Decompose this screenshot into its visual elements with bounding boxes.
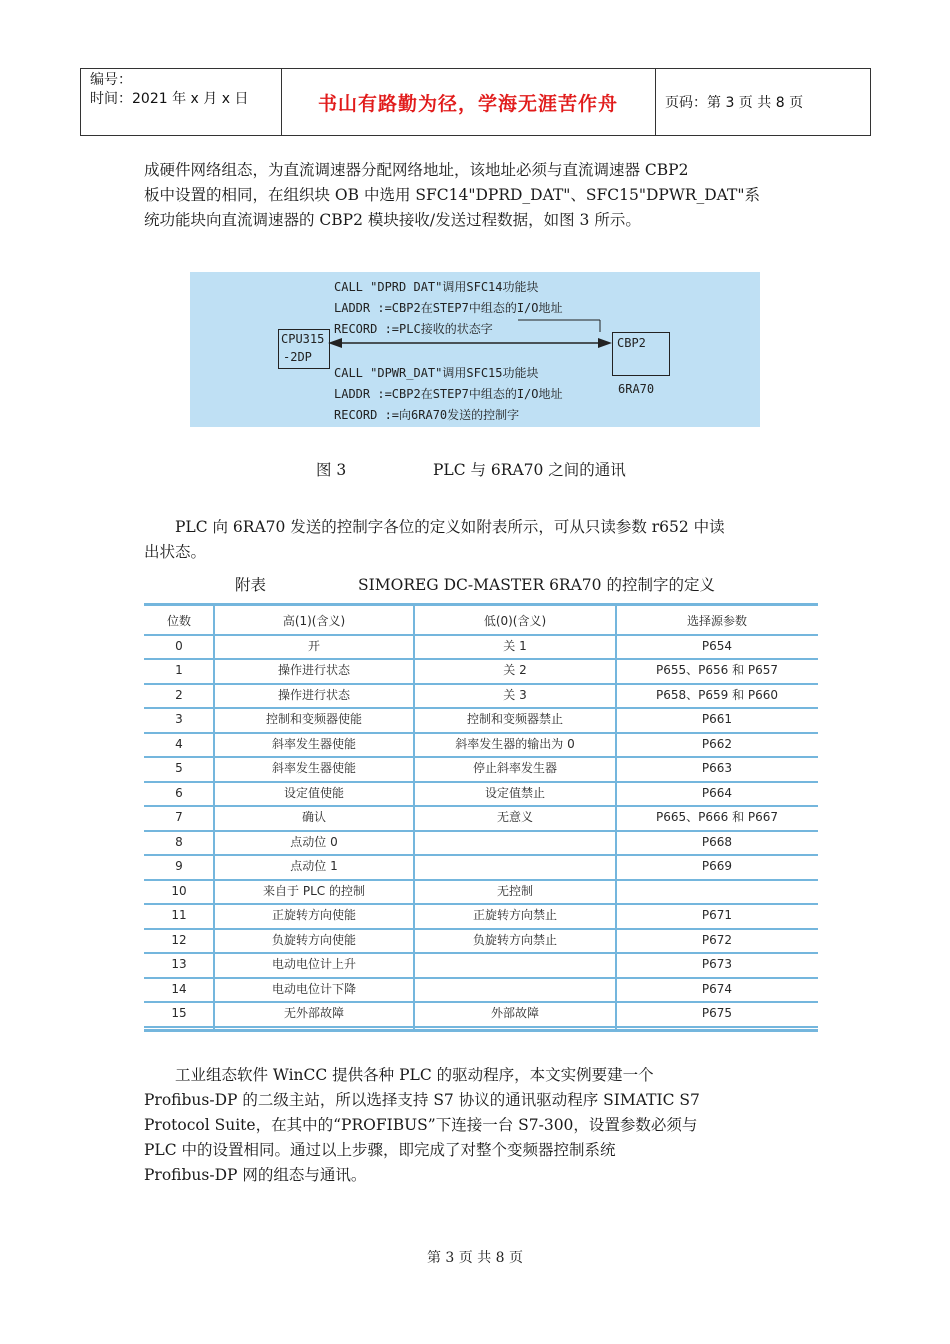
paragraph-line: 统功能块向直流调速器的 CBP2 模块接收/发送过程数据，如图 3 所示。	[144, 211, 641, 229]
table-row	[144, 634, 818, 661]
cbp2-box-label: CBP2	[617, 336, 646, 350]
table-cell	[414, 952, 616, 977]
table-row	[144, 903, 818, 930]
table-cell: 关 2	[503, 663, 527, 677]
table-cell: P662	[701, 736, 733, 751]
table-cell: 操作进行状态	[277, 663, 350, 677]
table-cell: 7	[175, 810, 183, 824]
table-cell: 设定值禁止	[484, 785, 545, 800]
table-cell: 关 1	[503, 638, 527, 653]
header-divider-right	[870, 68, 871, 136]
table-column-divider	[413, 606, 415, 1029]
table-header-cell: 位数	[166, 614, 191, 628]
table-cell: 负旋转方向禁止	[472, 932, 557, 947]
table-cell: P668	[701, 834, 733, 849]
table-cell: P675	[701, 1006, 733, 1020]
table-row	[144, 658, 818, 685]
header-motto: 书山有路勤为径，学海无涯苦作舟	[317, 92, 618, 115]
table-header-row	[144, 609, 818, 636]
cpu-box-line: -2DP	[283, 350, 312, 364]
table-row	[144, 928, 818, 955]
table-row	[144, 707, 818, 734]
table-cell: 斜率发生器的输出为 0	[455, 736, 575, 751]
arrow-right-head	[598, 338, 612, 348]
figure-write-line: RECORD :=向6RA70发送的控制字	[334, 408, 520, 422]
table-cell: 外部故障	[490, 1006, 539, 1020]
paragraph-line: 工业组态软件 WinCC 提供各种 PLC 的驱动程序，本文实例要建一个	[175, 1066, 654, 1084]
table-cell: 3	[175, 712, 183, 726]
table-cell: 15	[171, 1006, 187, 1020]
table-cell: 2	[175, 687, 183, 702]
table-cell: P665、P666 和 P667	[655, 810, 779, 824]
table-cell: 正旋转方向禁止	[472, 908, 557, 922]
cbp2-box	[612, 332, 670, 376]
paragraph-line: PLC 向 6RA70 发送的控制字各位的定义如附表所示，可从只读参数 r652 中读	[175, 518, 725, 536]
table-cell: 5	[175, 761, 183, 775]
table-cell: 13	[171, 957, 187, 971]
figure-write-line: CALL "DPWR_DAT"调用SFC15功能块	[334, 366, 539, 380]
header-number-label: 编号：	[90, 72, 132, 88]
paragraph-line: Protocol Suite，在其中的“PROFIBUS”下连接一台 S7-300，设置参数必须与	[144, 1116, 698, 1134]
figure-3	[190, 272, 760, 427]
figure-read-line: LADDR :=CBP2在STEP7中组态的I/O地址	[334, 301, 563, 315]
table-cell: 控制和变频器禁止	[466, 712, 563, 726]
table-row	[144, 732, 818, 759]
table-cell: 来自于 PLC 的控制	[263, 883, 365, 898]
table-cell: 斜率发生器使能	[271, 736, 356, 751]
table-cell: P674	[701, 981, 733, 996]
table-cell: P672	[701, 932, 733, 947]
table-row	[144, 1001, 818, 1028]
figure-write-line: LADDR :=CBP2在STEP7中组态的I/O地址	[334, 387, 563, 401]
table-cell: 无意义	[496, 810, 533, 824]
table-cell: P671	[701, 908, 733, 922]
table-cell: 12	[171, 932, 187, 947]
table-row	[144, 977, 818, 1004]
header-divider	[655, 68, 656, 136]
table-cell: P669	[701, 859, 733, 873]
table-cell: 电动电位计下降	[271, 981, 356, 996]
table-cell: 1	[175, 663, 183, 677]
table-cell: 4	[175, 736, 183, 751]
table-cell	[414, 830, 616, 855]
page-footer: 第 3 页 共 8 页	[426, 1250, 524, 1266]
table-cell	[414, 977, 616, 1002]
table-cell: 无控制	[496, 883, 533, 898]
table-cell: 点动位 1	[290, 859, 338, 873]
paragraph-1	[144, 158, 760, 233]
table-cell: 控制和变频器使能	[265, 712, 362, 726]
table-cell: 开	[307, 638, 320, 653]
figure-read-line: CALL "DPRD DAT"调用SFC14功能块	[334, 280, 539, 294]
table-cell: 确认	[301, 810, 326, 824]
paragraph-line: 板中设置的相同，在组织块 OB 中选用 SFC14"DPRD_DAT"、SFC15"DPWR_DAT"系	[144, 186, 760, 204]
table-cell: 10	[171, 883, 187, 898]
table-row	[144, 781, 818, 808]
figure-caption-text: PLC 与 6RA70 之间的通讯	[433, 461, 626, 479]
header-divider-left	[80, 68, 81, 136]
control-word-table	[144, 603, 818, 1032]
table-cell: 负旋转方向使能	[271, 932, 356, 947]
table-header-cell: 选择源参数	[686, 614, 747, 628]
paragraph-line: Profibus-DP 网的组态与通讯。	[144, 1166, 367, 1184]
table-caption-label: 附表	[235, 576, 267, 594]
table-row	[144, 879, 818, 906]
paragraph-2	[144, 515, 725, 565]
table-cell: P655、P656 和 P657	[655, 663, 779, 677]
table-header-cell: 高(1)(含义)	[282, 614, 346, 628]
table-cell: P658、P659 和 P660	[655, 687, 779, 702]
table-cell: 关 3	[503, 687, 527, 702]
table-cell: 9	[175, 859, 183, 873]
table-row	[144, 756, 818, 783]
header-page-info: 页码：第 3 页 共 8 页	[665, 95, 804, 111]
table-cell: P654	[701, 638, 733, 653]
table-cell: 斜率发生器使能	[271, 761, 356, 775]
cpu-box-line: CPU315	[281, 332, 325, 346]
table-cell: 停止斜率发生器	[472, 761, 557, 775]
table-cell: 正旋转方向使能	[271, 908, 356, 922]
table-cell: 设定值使能	[283, 785, 344, 800]
table-cell: 点动位 0	[290, 834, 338, 849]
table-cell: 操作进行状态	[277, 687, 350, 702]
table-cell: P664	[701, 785, 733, 800]
table-cell: 无外部故障	[283, 1006, 344, 1020]
table-cell: 0	[175, 638, 183, 653]
table-cell: P661	[701, 712, 733, 726]
paragraph-line: 出状态。	[144, 543, 207, 561]
paragraph-line: Profibus-DP 的二级主站，所以选择支持 S7 协议的通讯驱动程序 SIMATIC S7	[144, 1091, 700, 1109]
table-column-divider	[213, 606, 215, 1029]
table-cell	[414, 854, 616, 879]
6ra70-label: 6RA70	[618, 382, 655, 396]
table-row	[144, 830, 818, 857]
table-row	[144, 952, 818, 979]
table-row	[144, 805, 818, 832]
table-cell: 8	[175, 834, 183, 849]
table-column-divider	[615, 606, 617, 1029]
table-cell: 14	[171, 981, 187, 996]
table-cell: P663	[701, 761, 733, 775]
figure-read-line: RECORD :=PLC接收的状态字	[334, 322, 493, 336]
table-cell: P673	[701, 957, 733, 971]
header-time-label: 时间：2021 年 x 月 x 日	[90, 91, 249, 107]
table-caption-title: SIMOREG DC-MASTER 6RA70 的控制字的定义	[358, 576, 715, 594]
table-cell: 6	[175, 785, 183, 800]
paragraph-line: 成硬件网络组态，为直流调速器分配网络地址，该地址必须与直流调速器 CBP2	[144, 161, 689, 179]
table-cell: 电动电位计上升	[271, 957, 356, 971]
paragraph-line: PLC 中的设置相同。通过以上步骤，即完成了对整个变频器控制系统	[144, 1141, 616, 1159]
table-header-cell: 低(0)(含义)	[483, 614, 547, 628]
table-row	[144, 683, 818, 710]
paragraph-3	[144, 1063, 700, 1188]
cpu-box	[278, 329, 330, 369]
figure-caption-number: 图 3	[316, 461, 347, 479]
arrows	[328, 312, 618, 362]
table-row	[144, 854, 818, 881]
table-cell	[616, 879, 818, 904]
arrow-left-head	[328, 338, 342, 348]
table-cell: 11	[171, 908, 187, 922]
